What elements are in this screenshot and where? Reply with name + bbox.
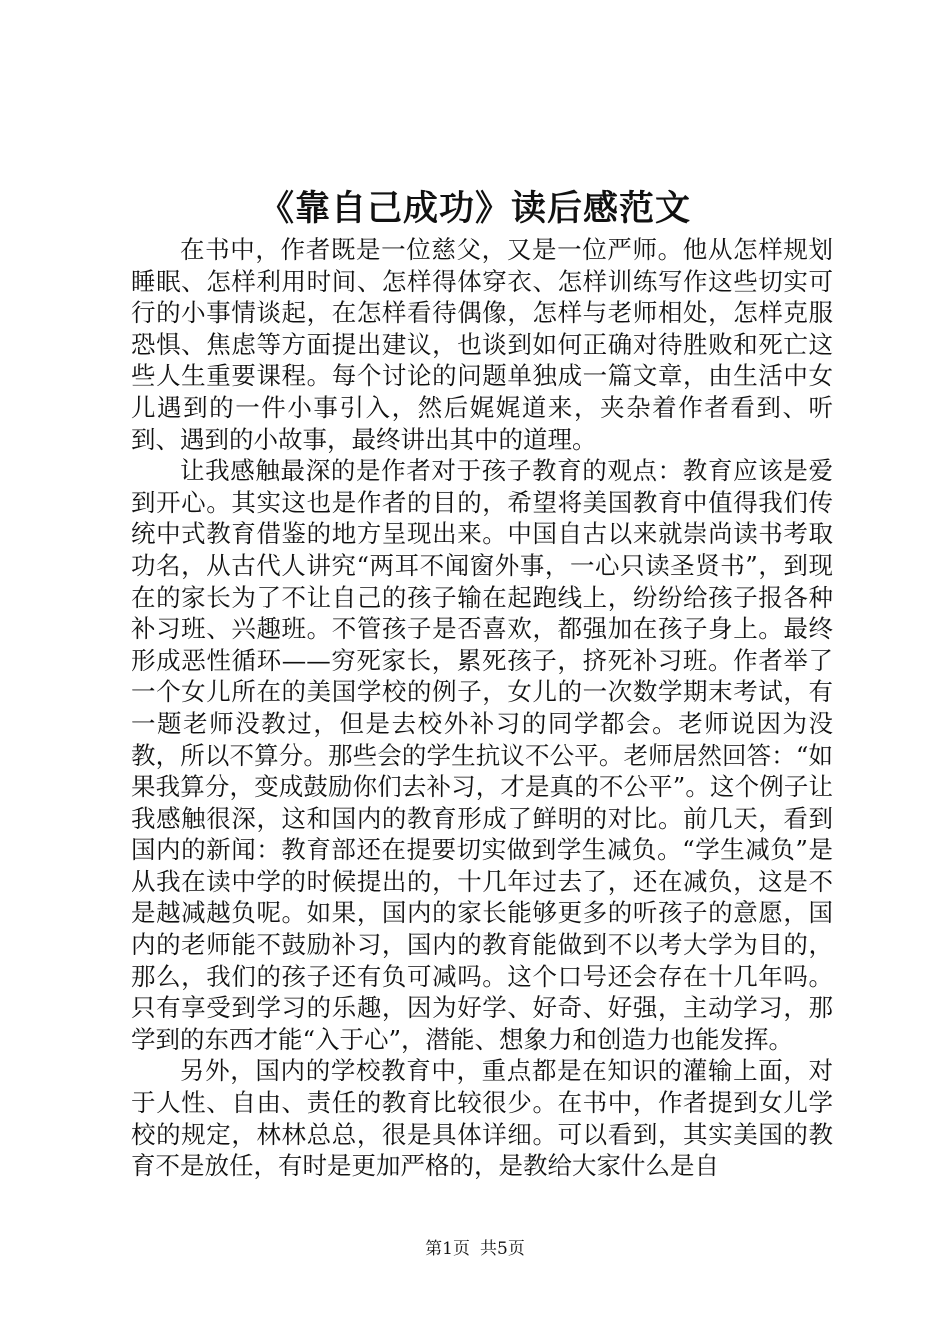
paragraph: 另外，国内的学校教育中，重点都是在知识的灌输上面，对于人性、自由、责任的教育比较很少。在书中，作者提到女儿学校的规定，林林总总，很是具体详细。可以看到，其实美国的教育不是放任，有时是更加严格的，是教给大家什么是自 bbox=[131, 1056, 833, 1181]
paragraph: 在书中，作者既是一位慈父，又是一位严师。他从怎样规划睡眠、怎样利用时间、怎样得体穿衣、怎样训练写作这些切实可行的小事情谈起，在怎样看待偶像，怎样与老师相处，怎样克服恐惧、焦虑等方面提出建议，也谈到如何正确对待胜败和死亡这些人生重要课程。每个讨论的问题单独成一篇文章，由生活中女儿遇到的一件小事引入，然后娓娓道来，夹杂着作者看到、听到、遇到的小故事，最终讲出其中的道理。 bbox=[131, 235, 833, 454]
document-title: 《靠自己成功》读后感范文 bbox=[258, 188, 691, 229]
paragraph: 让我感触最深的是作者对于孩子教育的观点：教育应该是爱到开心。其实这也是作者的目的，希望将美国教育中值得我们传统中式教育借鉴的地方呈现出来。中国自古以来就崇尚读书考取功名，从古代人讲究“两耳不闻窗外事，一心只读圣贤书”，到现在的家长为了不让自己的孩子输在起跑线上，纷纷给孩子报各种补习班、兴趣班。不管孩子是否喜欢，都强加在孩子身上。最终形成恶性循环——穷死家长，累死孩子，挤死补习班。作者举了一个女儿所在的美国学校的例子，女儿的一次数学期末考试，有一题老师没教过，但是去校外补习的同学都会。老师说因为没教，所以不算分。那些会的学生抗议不公平。老师居然回答：“如果我算分，变成鼓励你们去补习，才是真的不公平”。这个例子让我感触很深，这和国内的教育形成了鲜明的对比。前几天，看到国内的新闻：教育部还在提要切实做到学生减负。“学生减负”是从我在读中学的时候提出的，十几年过去了，还在减负，这是不是越减越负呢。如果，国内的家长能够更多的听孩子的意愿，国内的老师能不鼓励补习，国内的教育能做到不以考大学为目的，那么，我们的孩子还有负可减吗。这个口号还会存在十几年吗。只有享受到学习的乐趣，因为好学、好奇、好强，主动学习，那学到的东西才能“入于心”，潜能、想象力和创造力也能发挥。 bbox=[131, 456, 833, 1054]
page-number: 第1页 bbox=[425, 1239, 470, 1259]
page-footer bbox=[0, 1238, 950, 1260]
page-total: 共5页 bbox=[480, 1239, 525, 1259]
document-body bbox=[131, 234, 833, 1182]
